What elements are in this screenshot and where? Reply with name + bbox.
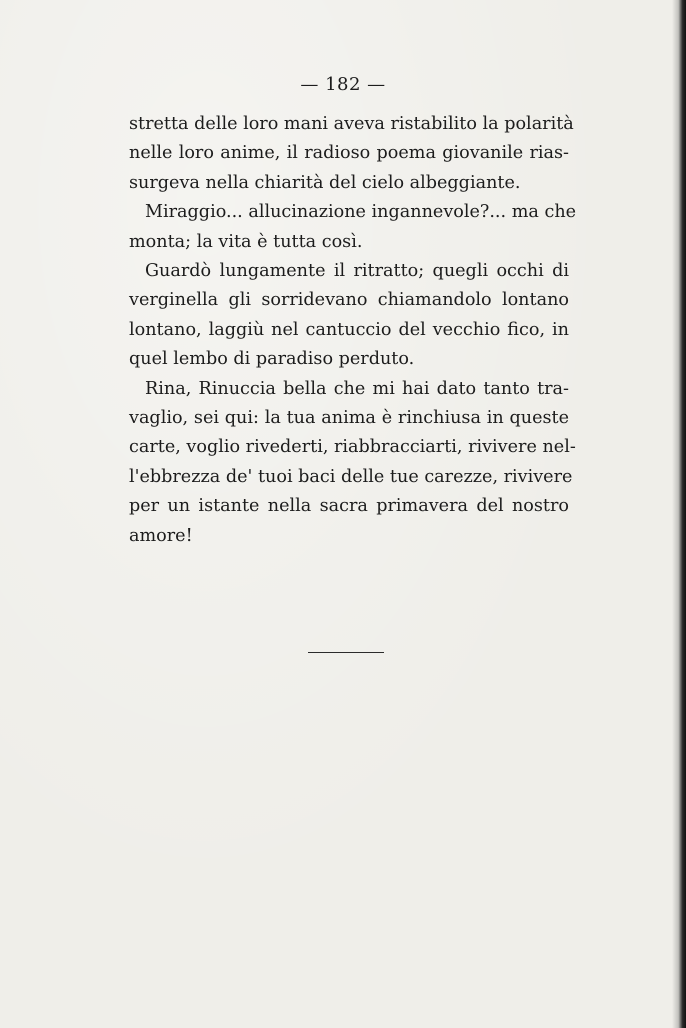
text-line: l'ebbrezza de' tuoi baci delle tue carezze, rivivere [129, 466, 573, 487]
page-number: — 182 — [300, 74, 386, 95]
text-line: vaglio, sei qui: la tua anima è rinchiusa in queste [129, 408, 569, 429]
text-line: quel lembo di paradiso perduto. [129, 349, 415, 370]
text-line: monta; la vita è tutta così. [129, 231, 363, 252]
body-text [129, 110, 577, 551]
text-line: Guardò lungamente il ritratto; quegli occhi di [145, 261, 569, 282]
section-divider [308, 652, 384, 653]
text-line: Miraggio... allucinazione ingannevole?... ma che [145, 202, 577, 223]
text-line: carte, voglio rivederti, riabbracciarti, rivivere nel- [129, 437, 576, 458]
text-line: verginella gli sorridevano chiamandolo lontano [129, 290, 569, 311]
page-edge-shadow [672, 0, 686, 1028]
text-line: per un istante nella sacra primavera del nostro [129, 496, 569, 517]
text-line: amore! [129, 525, 193, 546]
text-line: Rina, Rinuccia bella che mi hai dato tanto tra- [145, 378, 569, 399]
text-line: stretta delle loro mani aveva ristabilito la polarità [129, 114, 574, 134]
text-line: lontano, laggiù nel cantuccio del vecchio fico, in [129, 319, 569, 340]
text-line: nelle loro anime, il radioso poema giovanile rias- [129, 143, 569, 164]
text-line: surgeva nella chiarità del cielo albeggiante. [129, 172, 521, 193]
